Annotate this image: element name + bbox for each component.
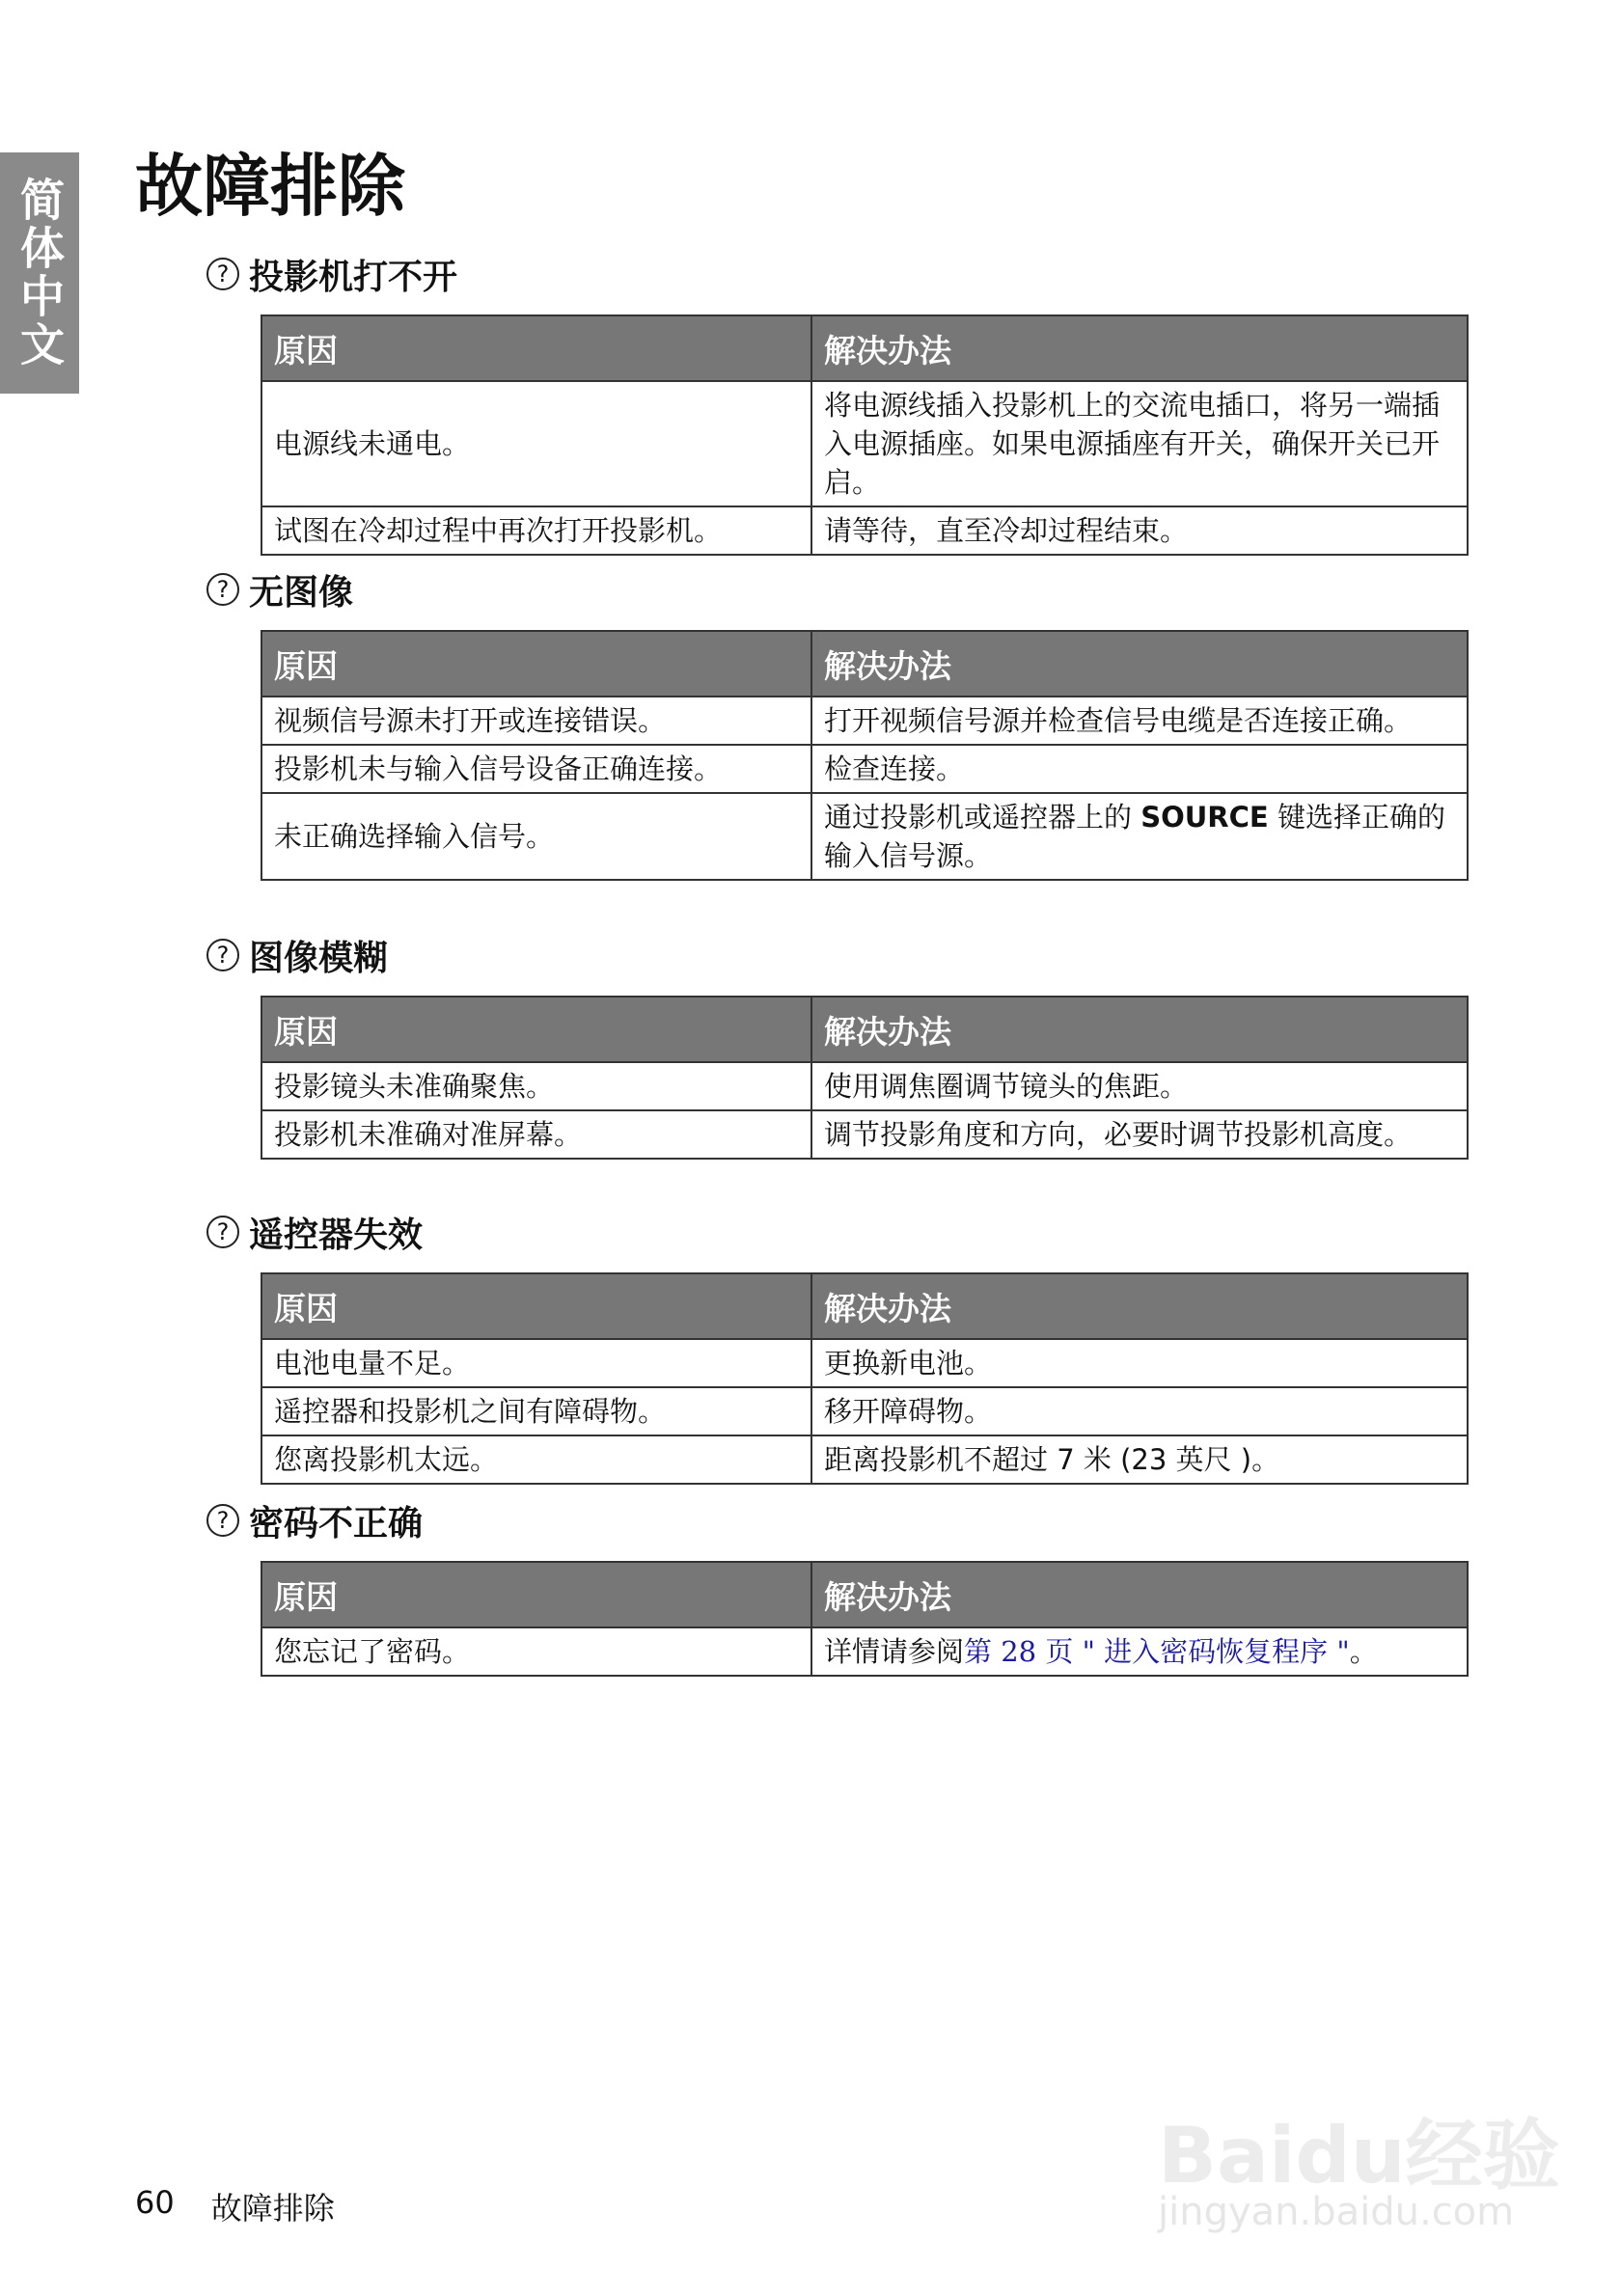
solution-text: 详情请参阅 <box>824 1635 965 1668</box>
solution-cell: 距离投影机不超过 7 米 (23 英尺 )。 <box>811 1435 1468 1484</box>
solution-text: 通过投影机或遥控器上的 <box>824 801 1141 834</box>
cause-cell: 投影镜头未准确聚焦。 <box>261 1062 811 1110</box>
section-blurry <box>206 928 1467 1160</box>
cause-cell: 遥控器和投影机之间有障碍物。 <box>261 1387 811 1435</box>
table-row <box>261 1062 1468 1110</box>
question-icon: ? <box>206 1504 239 1537</box>
section-heading <box>206 928 1467 982</box>
section-remote <box>206 1205 1467 1485</box>
troubleshoot-table <box>261 1561 1469 1677</box>
question-icon: ? <box>206 258 239 290</box>
section-title: 密码不正确 <box>249 1503 424 1544</box>
table-row <box>261 745 1468 793</box>
section-heading <box>206 562 1467 616</box>
column-header-solution: 解决办法 <box>811 315 1468 381</box>
cause-cell: 投影机未准确对准屏幕。 <box>261 1110 811 1159</box>
solution-cell: 打开视频信号源并检查信号电缆是否连接正确。 <box>811 697 1468 745</box>
page-footer <box>135 2184 335 2228</box>
cause-cell: 未正确选择输入信号。 <box>261 793 811 880</box>
question-icon: ? <box>206 1216 239 1248</box>
table-row <box>261 697 1468 745</box>
solution-cell: 请等待，直至冷却过程结束。 <box>811 506 1468 555</box>
section-title: 投影机打不开 <box>249 257 458 297</box>
solution-cell: 将电源线插入投影机上的交流电插口，将另一端插入电源插座。如果电源插座有开关，确保开关已开启。 <box>811 381 1468 506</box>
column-header-cause: 原因 <box>261 997 811 1062</box>
watermark-url: jingyan.baidu.com <box>1158 2190 1515 2234</box>
cause-cell: 您离投影机太远。 <box>261 1435 811 1484</box>
table-row <box>261 1627 1468 1676</box>
language-tab <box>0 152 79 394</box>
language-tab-label: 简体中文 <box>14 177 66 369</box>
table-row <box>261 1110 1468 1159</box>
column-header-cause: 原因 <box>261 1562 811 1627</box>
footer-label: 故障排除 <box>210 2190 335 2227</box>
table-row <box>261 1339 1468 1387</box>
section-title: 无图像 <box>249 572 354 613</box>
baidu-watermark <box>1158 2074 1563 2248</box>
troubleshoot-table <box>261 1272 1469 1485</box>
section-heading <box>206 1205 1467 1259</box>
column-header-cause: 原因 <box>261 1273 811 1339</box>
troubleshoot-table <box>261 314 1469 556</box>
table-row <box>261 793 1468 880</box>
solution-cell: 调节投影角度和方向，必要时调节投影机高度。 <box>811 1110 1468 1159</box>
watermark-logo: Baidu经验 <box>1158 2111 1560 2200</box>
table-row <box>261 506 1468 555</box>
section-title: 图像模糊 <box>249 938 389 978</box>
section-no-image <box>206 562 1467 881</box>
question-icon: ? <box>206 573 239 606</box>
column-header-solution: 解决办法 <box>811 631 1468 697</box>
cause-cell: 电池电量不足。 <box>261 1339 811 1387</box>
password-recovery-link[interactable]: 第 28 页 " 进入密码恢复程序 " <box>964 1635 1350 1668</box>
solution-cell: 更换新电池。 <box>811 1339 1468 1387</box>
section-heading <box>206 247 1467 301</box>
page-number: 60 <box>135 2184 175 2221</box>
solution-cell: 检查连接。 <box>811 745 1468 793</box>
column-header-solution: 解决办法 <box>811 997 1468 1062</box>
cause-cell: 电源线未通电。 <box>261 381 811 506</box>
solution-cell <box>811 1627 1468 1676</box>
column-header-solution: 解决办法 <box>811 1562 1468 1627</box>
source-key-label: SOURCE <box>1140 801 1269 834</box>
section-title: 遥控器失效 <box>249 1215 424 1255</box>
cause-cell: 视频信号源未打开或连接错误。 <box>261 697 811 745</box>
cause-cell: 试图在冷却过程中再次打开投影机。 <box>261 506 811 555</box>
page-title: 故障排除 <box>135 147 405 226</box>
column-header-cause: 原因 <box>261 631 811 697</box>
solution-cell <box>811 793 1468 880</box>
solution-text: 。 <box>1349 1635 1378 1668</box>
solution-cell: 移开障碍物。 <box>811 1387 1468 1435</box>
solution-cell: 使用调焦圈调节镜头的焦距。 <box>811 1062 1468 1110</box>
troubleshoot-table <box>261 630 1469 881</box>
table-row <box>261 1435 1468 1484</box>
table-row <box>261 381 1468 506</box>
cause-cell: 您忘记了密码。 <box>261 1627 811 1676</box>
cause-cell: 投影机未与输入信号设备正确连接。 <box>261 745 811 793</box>
solution-text: 键选择正确的输入信号源。 <box>824 801 1445 872</box>
section-power <box>206 247 1467 556</box>
table-row <box>261 1387 1468 1435</box>
column-header-solution: 解决办法 <box>811 1273 1468 1339</box>
section-password <box>206 1493 1467 1677</box>
column-header-cause: 原因 <box>261 315 811 381</box>
troubleshoot-table <box>261 996 1469 1160</box>
question-icon: ? <box>206 939 239 971</box>
section-heading <box>206 1493 1467 1547</box>
